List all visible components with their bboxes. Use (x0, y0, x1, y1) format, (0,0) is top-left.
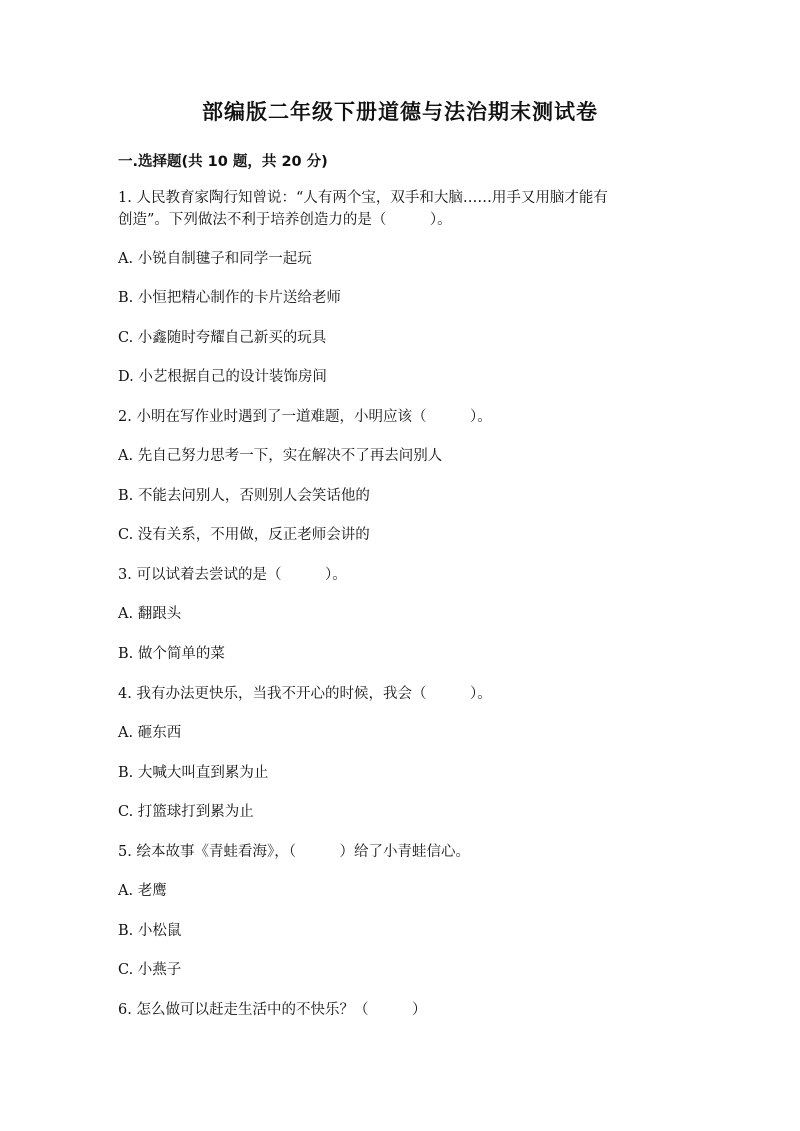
question-5-option-b: B. 小松鼠 (118, 923, 182, 939)
question-2-option-c: C. 没有关系，不用做，反正老师会讲的 (118, 527, 370, 543)
question-4-stem: 4. 我有办法更快乐，当我不开心的时候，我会（ ）。 (118, 686, 492, 702)
question-3-stem: 3. 可以试着去尝试的是（ ）。 (118, 567, 347, 583)
question-1-stem-line-1: 1. 人民教育家陶行知曾说：“人有两个宝，双手和大脑……用手又用脑才能有 (118, 190, 608, 206)
question-1-option-b: B. 小恒把精心制作的卡片送给老师 (118, 290, 341, 306)
page-title: 部编版二年级下册道德与法治期末测试卷 (202, 100, 598, 124)
question-2-option-a: A. 先自己努力思考一下，实在解决不了再去问别人 (118, 448, 443, 464)
question-6-stem: 6. 怎么做可以赶走生活中的不快乐？（ ） (118, 1002, 427, 1018)
question-4-option-c: C. 打篮球打到累为止 (118, 804, 254, 820)
question-3-option-b: B. 做个简单的菜 (118, 646, 225, 662)
question-2-stem: 2. 小明在写作业时遇到了一道难题，小明应该（ ）。 (118, 409, 492, 425)
question-1-stem-line-2: 创造”。下列做法不利于培养创造力的是（ ）。 (118, 212, 452, 228)
question-4-option-b: B. 大喊大叫直到累为止 (118, 765, 269, 781)
question-1-option-d: D. 小艺根据自己的设计装饰房间 (118, 369, 327, 385)
question-1-option-c: C. 小鑫随时夸耀自己新买的玩具 (118, 330, 327, 346)
question-5-option-c: C. 小燕子 (118, 962, 182, 978)
section-heading: 一.选择题(共 10 题，共 20 分) (118, 154, 328, 170)
question-5-stem: 5. 绘本故事《青蛙看海》，（ ）给了小青蛙信心。 (118, 844, 470, 860)
question-4-option-a: A. 砸东西 (118, 725, 182, 741)
question-3-option-a: A. 翻跟头 (118, 606, 182, 622)
question-2-option-b: B. 不能去问别人，否则别人会笑话他的 (118, 488, 370, 504)
question-1-option-a: A. 小锐自制毽子和同学一起玩 (118, 251, 312, 267)
question-5-option-a: A. 老鹰 (118, 883, 167, 899)
